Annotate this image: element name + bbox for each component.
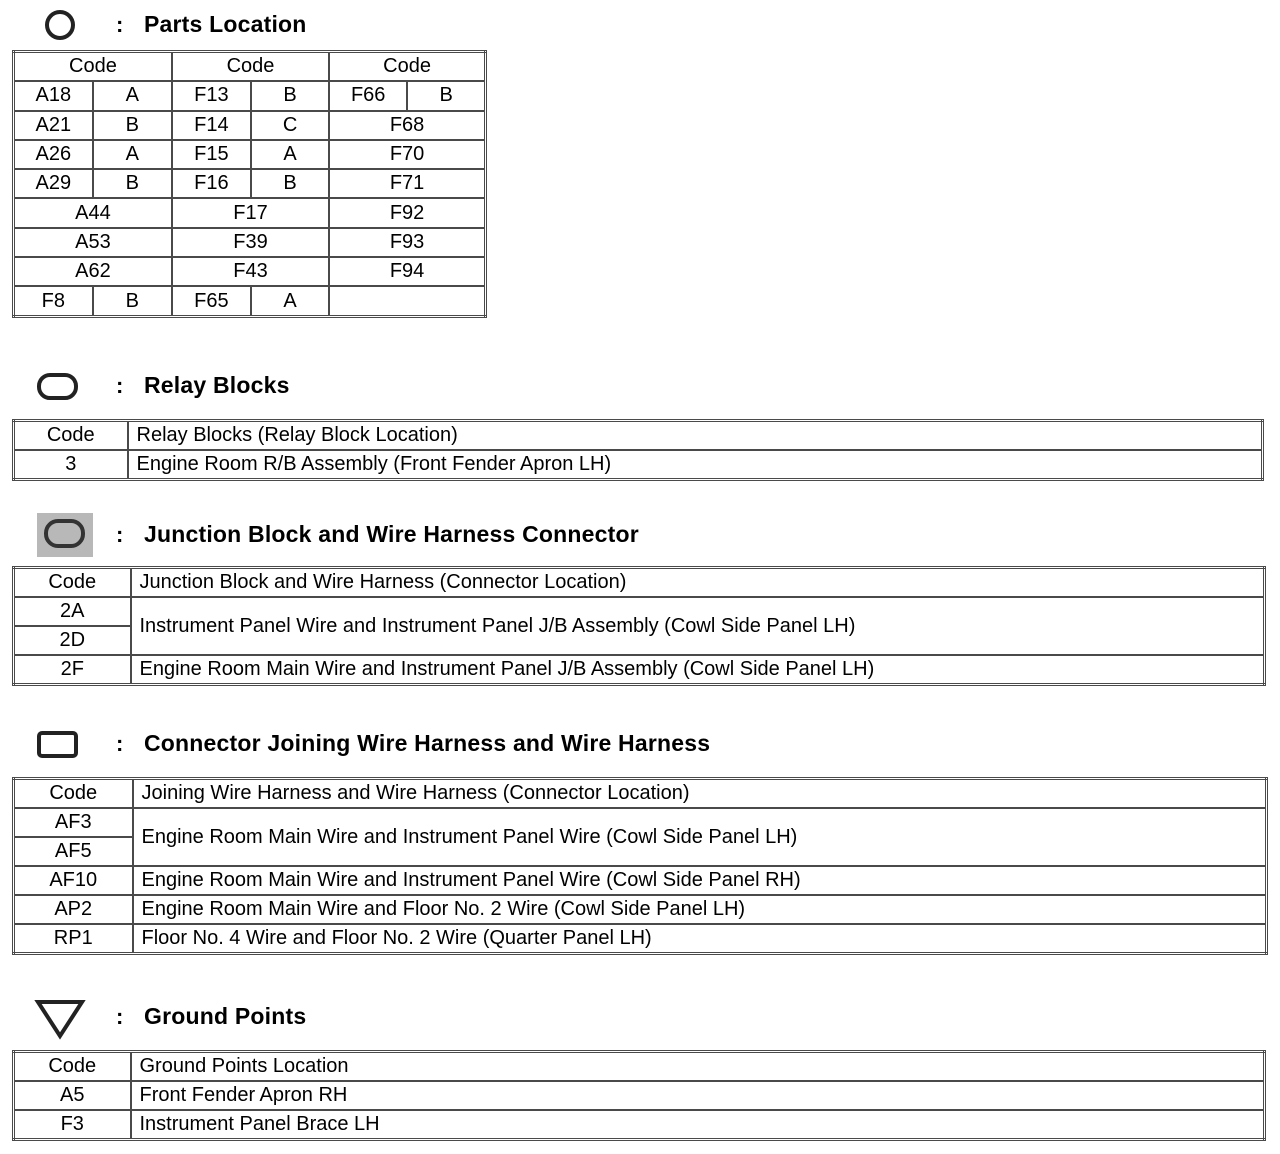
code-cell: AF10 bbox=[14, 866, 133, 895]
triangle-down-icon bbox=[34, 998, 86, 1040]
desc-cell: Engine Room Main Wire and Instrument Panel Wire (Cowl Side Panel LH) bbox=[133, 808, 1267, 866]
section-title: Relay Blocks bbox=[144, 372, 290, 398]
code-cell: F8 bbox=[14, 286, 93, 316]
rect-icon bbox=[36, 729, 80, 761]
code-cell: A53 bbox=[14, 228, 172, 257]
parts-location-header bbox=[0, 8, 1280, 42]
table-row bbox=[14, 257, 486, 286]
table-row bbox=[14, 1110, 1265, 1140]
table-header-row bbox=[14, 421, 1263, 451]
table-row bbox=[14, 866, 1267, 895]
desc-cell: Engine Room R/B Assembly (Front Fender Apron LH) bbox=[128, 450, 1263, 480]
location-cell: C bbox=[251, 111, 329, 140]
table-header-row bbox=[14, 1052, 1265, 1082]
table-header-row bbox=[14, 52, 486, 82]
circle-icon bbox=[42, 8, 78, 42]
table-row bbox=[14, 286, 486, 316]
code-cell: F3 bbox=[14, 1110, 131, 1140]
desc-cell: Floor No. 4 Wire and Floor No. 2 Wire (Quarter Panel LH) bbox=[133, 924, 1267, 954]
code-cell: F94 bbox=[329, 257, 485, 286]
location-cell: B bbox=[93, 111, 172, 140]
location-cell: B bbox=[407, 81, 485, 110]
code-cell: 2A bbox=[14, 597, 131, 626]
code-cell: F13 bbox=[172, 81, 251, 110]
code-cell: A5 bbox=[14, 1081, 131, 1110]
header-desc-cell: Relay Blocks (Relay Block Location) bbox=[128, 421, 1263, 451]
colon: : bbox=[116, 731, 124, 756]
code-cell: F71 bbox=[329, 169, 485, 198]
header-desc-cell: Junction Block and Wire Harness (Connector Location) bbox=[131, 568, 1265, 598]
table-row bbox=[14, 1081, 1265, 1110]
code-cell: F39 bbox=[172, 228, 329, 257]
parts-location-table bbox=[12, 50, 487, 318]
location-cell: A bbox=[251, 286, 329, 316]
section-title: Parts Location bbox=[144, 11, 307, 37]
table-row bbox=[14, 198, 486, 227]
colon: : bbox=[116, 12, 124, 37]
code-cell: F43 bbox=[172, 257, 329, 286]
section-title: Ground Points bbox=[144, 1003, 307, 1029]
code-cell: F16 bbox=[172, 169, 251, 198]
connector-joining-header bbox=[0, 727, 1280, 761]
code-cell: F66 bbox=[329, 81, 407, 110]
code-cell: F70 bbox=[329, 140, 485, 169]
location-cell: A bbox=[251, 140, 329, 169]
header-code-cell: Code bbox=[14, 1052, 131, 1082]
shaded-rounded-rect-icon bbox=[36, 512, 94, 558]
location-cell: A bbox=[93, 140, 172, 169]
code-cell: A29 bbox=[14, 169, 93, 198]
desc-cell: Front Fender Apron RH bbox=[131, 1081, 1265, 1110]
header-desc-cell: Joining Wire Harness and Wire Harness (Connector Location) bbox=[133, 779, 1267, 809]
code-cell: A18 bbox=[14, 81, 93, 110]
location-cell: B bbox=[93, 169, 172, 198]
code-cell: F14 bbox=[172, 111, 251, 140]
code-cell: F92 bbox=[329, 198, 485, 227]
desc-cell: Instrument Panel Brace LH bbox=[131, 1110, 1265, 1140]
table-row bbox=[14, 81, 486, 110]
code-cell: AF3 bbox=[14, 808, 133, 837]
table-row bbox=[14, 228, 486, 257]
code-cell: F65 bbox=[172, 286, 251, 316]
header-code-cell: Code bbox=[14, 779, 133, 809]
code-cell: AP2 bbox=[14, 895, 133, 924]
colon: : bbox=[116, 522, 124, 547]
empty-cell bbox=[329, 286, 485, 316]
section-title: Connector Joining Wire Harness and Wire Harness bbox=[144, 730, 711, 756]
table-row bbox=[14, 924, 1267, 954]
code-cell: 2F bbox=[14, 655, 131, 685]
location-cell: B bbox=[251, 81, 329, 110]
rounded-rect-icon bbox=[36, 371, 80, 403]
connector-joining-table bbox=[12, 777, 1268, 955]
header-cell: Code bbox=[172, 52, 329, 82]
code-cell: A26 bbox=[14, 140, 93, 169]
relay-blocks-table bbox=[12, 419, 1264, 481]
code-cell: A44 bbox=[14, 198, 172, 227]
table-row bbox=[14, 169, 486, 198]
code-cell: RP1 bbox=[14, 924, 133, 954]
code-cell: AF5 bbox=[14, 837, 133, 866]
ground-points-table bbox=[12, 1050, 1266, 1141]
location-cell: B bbox=[251, 169, 329, 198]
header-cell: Code bbox=[14, 52, 172, 82]
desc-cell: Instrument Panel Wire and Instrument Panel J/B Assembly (Cowl Side Panel LH) bbox=[131, 597, 1265, 655]
table-row bbox=[14, 450, 1263, 480]
relay-blocks-header bbox=[0, 369, 1280, 403]
table-row bbox=[14, 140, 486, 169]
code-cell: F15 bbox=[172, 140, 251, 169]
colon: : bbox=[116, 1004, 124, 1029]
code-cell: 2D bbox=[14, 626, 131, 655]
location-cell: B bbox=[93, 286, 172, 316]
desc-cell: Engine Room Main Wire and Instrument Panel Wire (Cowl Side Panel RH) bbox=[133, 866, 1267, 895]
code-cell: F68 bbox=[329, 111, 485, 140]
junction-block-table bbox=[12, 566, 1266, 686]
code-cell: F17 bbox=[172, 198, 329, 227]
colon: : bbox=[116, 373, 124, 398]
section-title: Junction Block and Wire Harness Connector bbox=[144, 521, 639, 547]
code-cell: F93 bbox=[329, 228, 485, 257]
table-header-row bbox=[14, 779, 1267, 809]
desc-cell: Engine Room Main Wire and Floor No. 2 Wire (Cowl Side Panel LH) bbox=[133, 895, 1267, 924]
table-row bbox=[14, 597, 1265, 626]
code-cell: A21 bbox=[14, 111, 93, 140]
code-cell: 3 bbox=[14, 450, 128, 480]
ground-points-header bbox=[0, 998, 1280, 1032]
header-code-cell: Code bbox=[14, 568, 131, 598]
desc-cell: Engine Room Main Wire and Instrument Panel J/B Assembly (Cowl Side Panel LH) bbox=[131, 655, 1265, 685]
code-cell: A62 bbox=[14, 257, 172, 286]
location-cell: A bbox=[93, 81, 172, 110]
table-row bbox=[14, 655, 1265, 685]
table-row bbox=[14, 111, 486, 140]
table-header-row bbox=[14, 568, 1265, 598]
junction-block-header bbox=[0, 512, 1280, 546]
table-row bbox=[14, 808, 1267, 837]
header-cell: Code bbox=[329, 52, 485, 82]
table-row bbox=[14, 895, 1267, 924]
header-code-cell: Code bbox=[14, 421, 128, 451]
header-desc-cell: Ground Points Location bbox=[131, 1052, 1265, 1082]
